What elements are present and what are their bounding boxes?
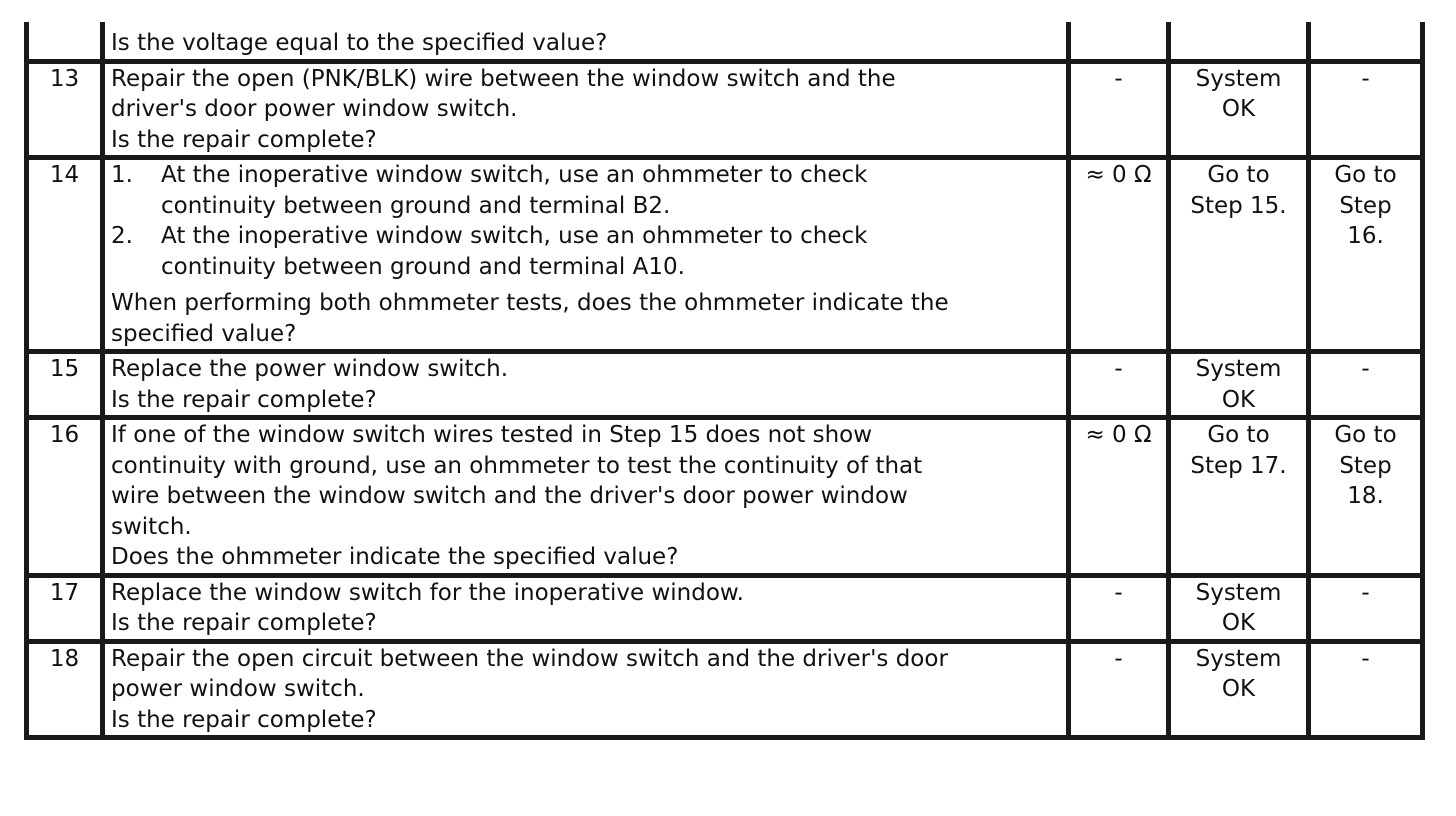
yes-result-line: OK [1221,386,1256,413]
table-row [27,22,1423,61]
description-line: driver's door power window switch. [111,96,518,122]
substep-line: continuity between ground and terminal B2. [161,192,671,219]
no-result-line: Step [1339,192,1392,219]
yes-result [1169,575,1309,641]
no-result [1309,158,1423,352]
specified-value: - [1069,575,1169,641]
diagnostic-table-page [24,22,1420,740]
yes-result-line: System [1195,65,1282,92]
specified-value: - [1069,352,1169,418]
step-number: 16 [27,418,103,576]
description-line: switch. [111,513,192,540]
yes-result-line: System [1195,579,1282,606]
yes-result-line: Go to [1207,162,1270,188]
description-line: wire between the window switch and the driver's door power window [111,483,908,509]
specified-value: - [1069,641,1169,738]
substep-item [111,160,1060,221]
yes-result-line: OK [1221,676,1256,702]
table-row [27,575,1423,641]
description-line: Is the voltage equal to the specified value? [111,30,608,56]
substep-list [111,160,1060,282]
description-line: Is the repair complete? [111,706,377,733]
no-result: - [1309,575,1423,641]
description-line: Replace the power window switch. [111,356,509,382]
description-line: Does the ohmmeter indicate the specified value? [111,544,679,570]
yes-result-line: Go to [1207,422,1270,448]
yes-result [1169,158,1309,352]
step-question [111,288,1060,349]
yes-result-line: OK [1221,96,1256,122]
step-number: 18 [27,641,103,738]
step-number [27,22,103,61]
step-description [103,61,1069,158]
question-line: specified value? [111,320,297,347]
description-line: Is the repair complete? [111,126,377,153]
step-description [103,352,1069,418]
step-description [103,575,1069,641]
no-result-line: Step [1339,452,1392,479]
step-number: 13 [27,61,103,158]
step-description [103,641,1069,738]
table-row [27,158,1423,352]
diagnostic-steps-table [24,22,1425,740]
no-result [1309,418,1423,576]
description-line: Repair the open (PNK/BLK) wire between the window switch and the [111,65,896,92]
step-description [103,158,1069,352]
no-result-line: Go to [1334,162,1397,188]
substep-item [111,221,1060,282]
yes-result-line: Step 15. [1190,192,1287,219]
yes-result-line: OK [1221,610,1256,636]
yes-result [1169,352,1309,418]
yes-result-line: System [1195,356,1282,382]
yes-result [1169,22,1309,61]
step-number: 17 [27,575,103,641]
no-result-line: 18. [1347,483,1384,509]
no-result-line: Go to [1334,422,1397,448]
no-result: - [1309,641,1423,738]
yes-result [1169,61,1309,158]
substep-line: At the inoperative window switch, use an ohmmeter to check [161,162,868,188]
no-result [1309,22,1423,61]
specified-value: - [1069,61,1169,158]
table-row [27,61,1423,158]
description-line: power window switch. [111,676,365,702]
description-line: Is the repair complete? [111,610,377,636]
description-line: Repair the open circuit between the window switch and the driver's door [111,645,948,672]
no-result-line: 16. [1347,223,1384,249]
specified-value: ≈ 0 Ω [1069,158,1169,352]
yes-result-line: System [1195,645,1282,672]
table-row [27,418,1423,576]
question-line: When performing both ohmmeter tests, does the ohmmeter indicate the [111,290,949,316]
description-line: If one of the window switch wires tested in Step 15 does not show [111,422,873,448]
description-line: Replace the window switch for the inoperative window. [111,579,744,606]
no-result: - [1309,61,1423,158]
substep-number: 1. [111,162,133,188]
table-row [27,641,1423,738]
yes-result [1169,641,1309,738]
description-line: Is the repair complete? [111,386,377,413]
no-result: - [1309,352,1423,418]
step-description [103,22,1069,61]
description-line: continuity with ground, use an ohmmeter to test the continuity of that [111,452,923,479]
substep-line: At the inoperative window switch, use an ohmmeter to check [161,223,868,249]
step-number: 15 [27,352,103,418]
specified-value [1069,22,1169,61]
substep-line: continuity between ground and terminal A10. [161,253,685,280]
table-row [27,352,1423,418]
substep-number: 2. [111,223,133,249]
yes-result [1169,418,1309,576]
step-description [103,418,1069,576]
specified-value: ≈ 0 Ω [1069,418,1169,576]
step-number: 14 [27,158,103,352]
yes-result-line: Step 17. [1190,452,1287,479]
